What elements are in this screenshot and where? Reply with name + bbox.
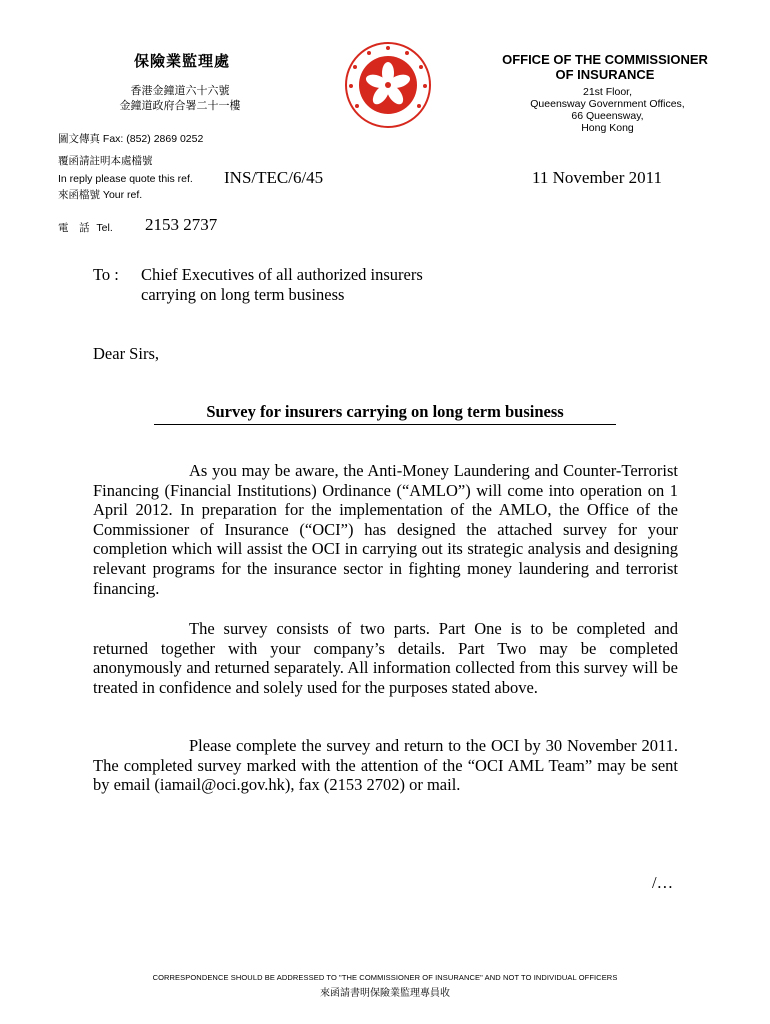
fax-line [58, 131, 203, 146]
ref-label-zh: 覆函請註明本處檔號 [58, 155, 153, 167]
continuation-mark: /… [652, 873, 674, 892]
office-name [470, 52, 740, 82]
letter-date: 11 November 2011 [532, 168, 662, 187]
office-title-zh: 保險業監理處 [133, 53, 230, 70]
body-paragraph-1: As you may be aware, the Anti-Money Laundering and Counter-Terrorist Financing (Financial Institutions) Ordinance (“AMLO”) will come into operation on 1 April 2012. In preparation for the implementation of the AMLO, the Office of the Commissioner of Insurance (“OCI”) has designed the attached survey for your completion which will assist the OCI in carrying out its strategic analysis and designing relevant programs for the insurance sector in fighting money laundering and terrorist financing. [93, 461, 678, 598]
tel-line [58, 220, 113, 235]
address-line3: 66 Queensway, [571, 110, 644, 122]
our-reference: INS/TEC/6/45 [224, 168, 324, 187]
bauhinia-emblem-icon [343, 40, 433, 130]
address-line4: Hong Kong [581, 122, 634, 134]
address-zh-line2: 金鐘道政府合署二十一樓 [119, 100, 241, 112]
to-label: To : [93, 265, 119, 284]
office-address [520, 86, 695, 134]
your-ref-label-zh: 來函檔號 [58, 189, 100, 201]
addressee-line1: Chief Executives of all authorized insurers [141, 265, 423, 284]
salutation: Dear Sirs, [93, 344, 159, 363]
address-line2: Queensway Government Offices, [530, 98, 685, 110]
address-line1: 21st Floor, [582, 86, 633, 98]
your-ref-label-en: Your ref. [102, 189, 143, 201]
fax-number: Fax: (852) 2869 0252 [102, 133, 204, 145]
hksar-emblem [343, 40, 433, 130]
body-paragraph-3: Please complete the survey and return to the OCI by 30 November 2011. The completed survey marked with the attention of the “OCI AML Team” may be sent by email (iamail@oci.gov.hk), fax (2153 2702) or mail. [93, 736, 678, 795]
subject-line: Survey for insurers carrying on long term business [154, 402, 616, 425]
fax-label-zh: 圖文傳真 [58, 133, 100, 145]
addressee [141, 265, 423, 304]
office-name-line1: OFFICE OF THE COMMISSIONER [502, 52, 708, 67]
tel-label-zh: 電 話 [58, 222, 90, 234]
tel-label-en: Tel. [96, 222, 113, 234]
ref-label-en: In reply please quote this ref. [58, 173, 193, 185]
footer-notice-zh: 來函請書明保險業監理專員收 [320, 988, 450, 999]
office-name-line2: OF INSURANCE [555, 67, 655, 82]
footer-notice-en: CORRESPONDENCE SHOULD BE ADDRESSED TO "THE COMMISSIONER OF INSURANCE" AND NOT TO INDIVIDUAL OFFICERS [152, 973, 618, 982]
address-zh-line1: 香港金鐘道六十六號 [130, 85, 230, 97]
tel-number: 2153 2737 [145, 215, 218, 234]
body-paragraph-2: The survey consists of two parts. Part One is to be completed and returned together with your company’s details. Part Two may be completed anonymously and returned separately. All information collected from this survey will be treated in confidence and solely used for the purposes stated above. [93, 619, 678, 697]
addressee-line2: carrying on long term business [141, 284, 345, 304]
your-ref-line [58, 187, 142, 202]
